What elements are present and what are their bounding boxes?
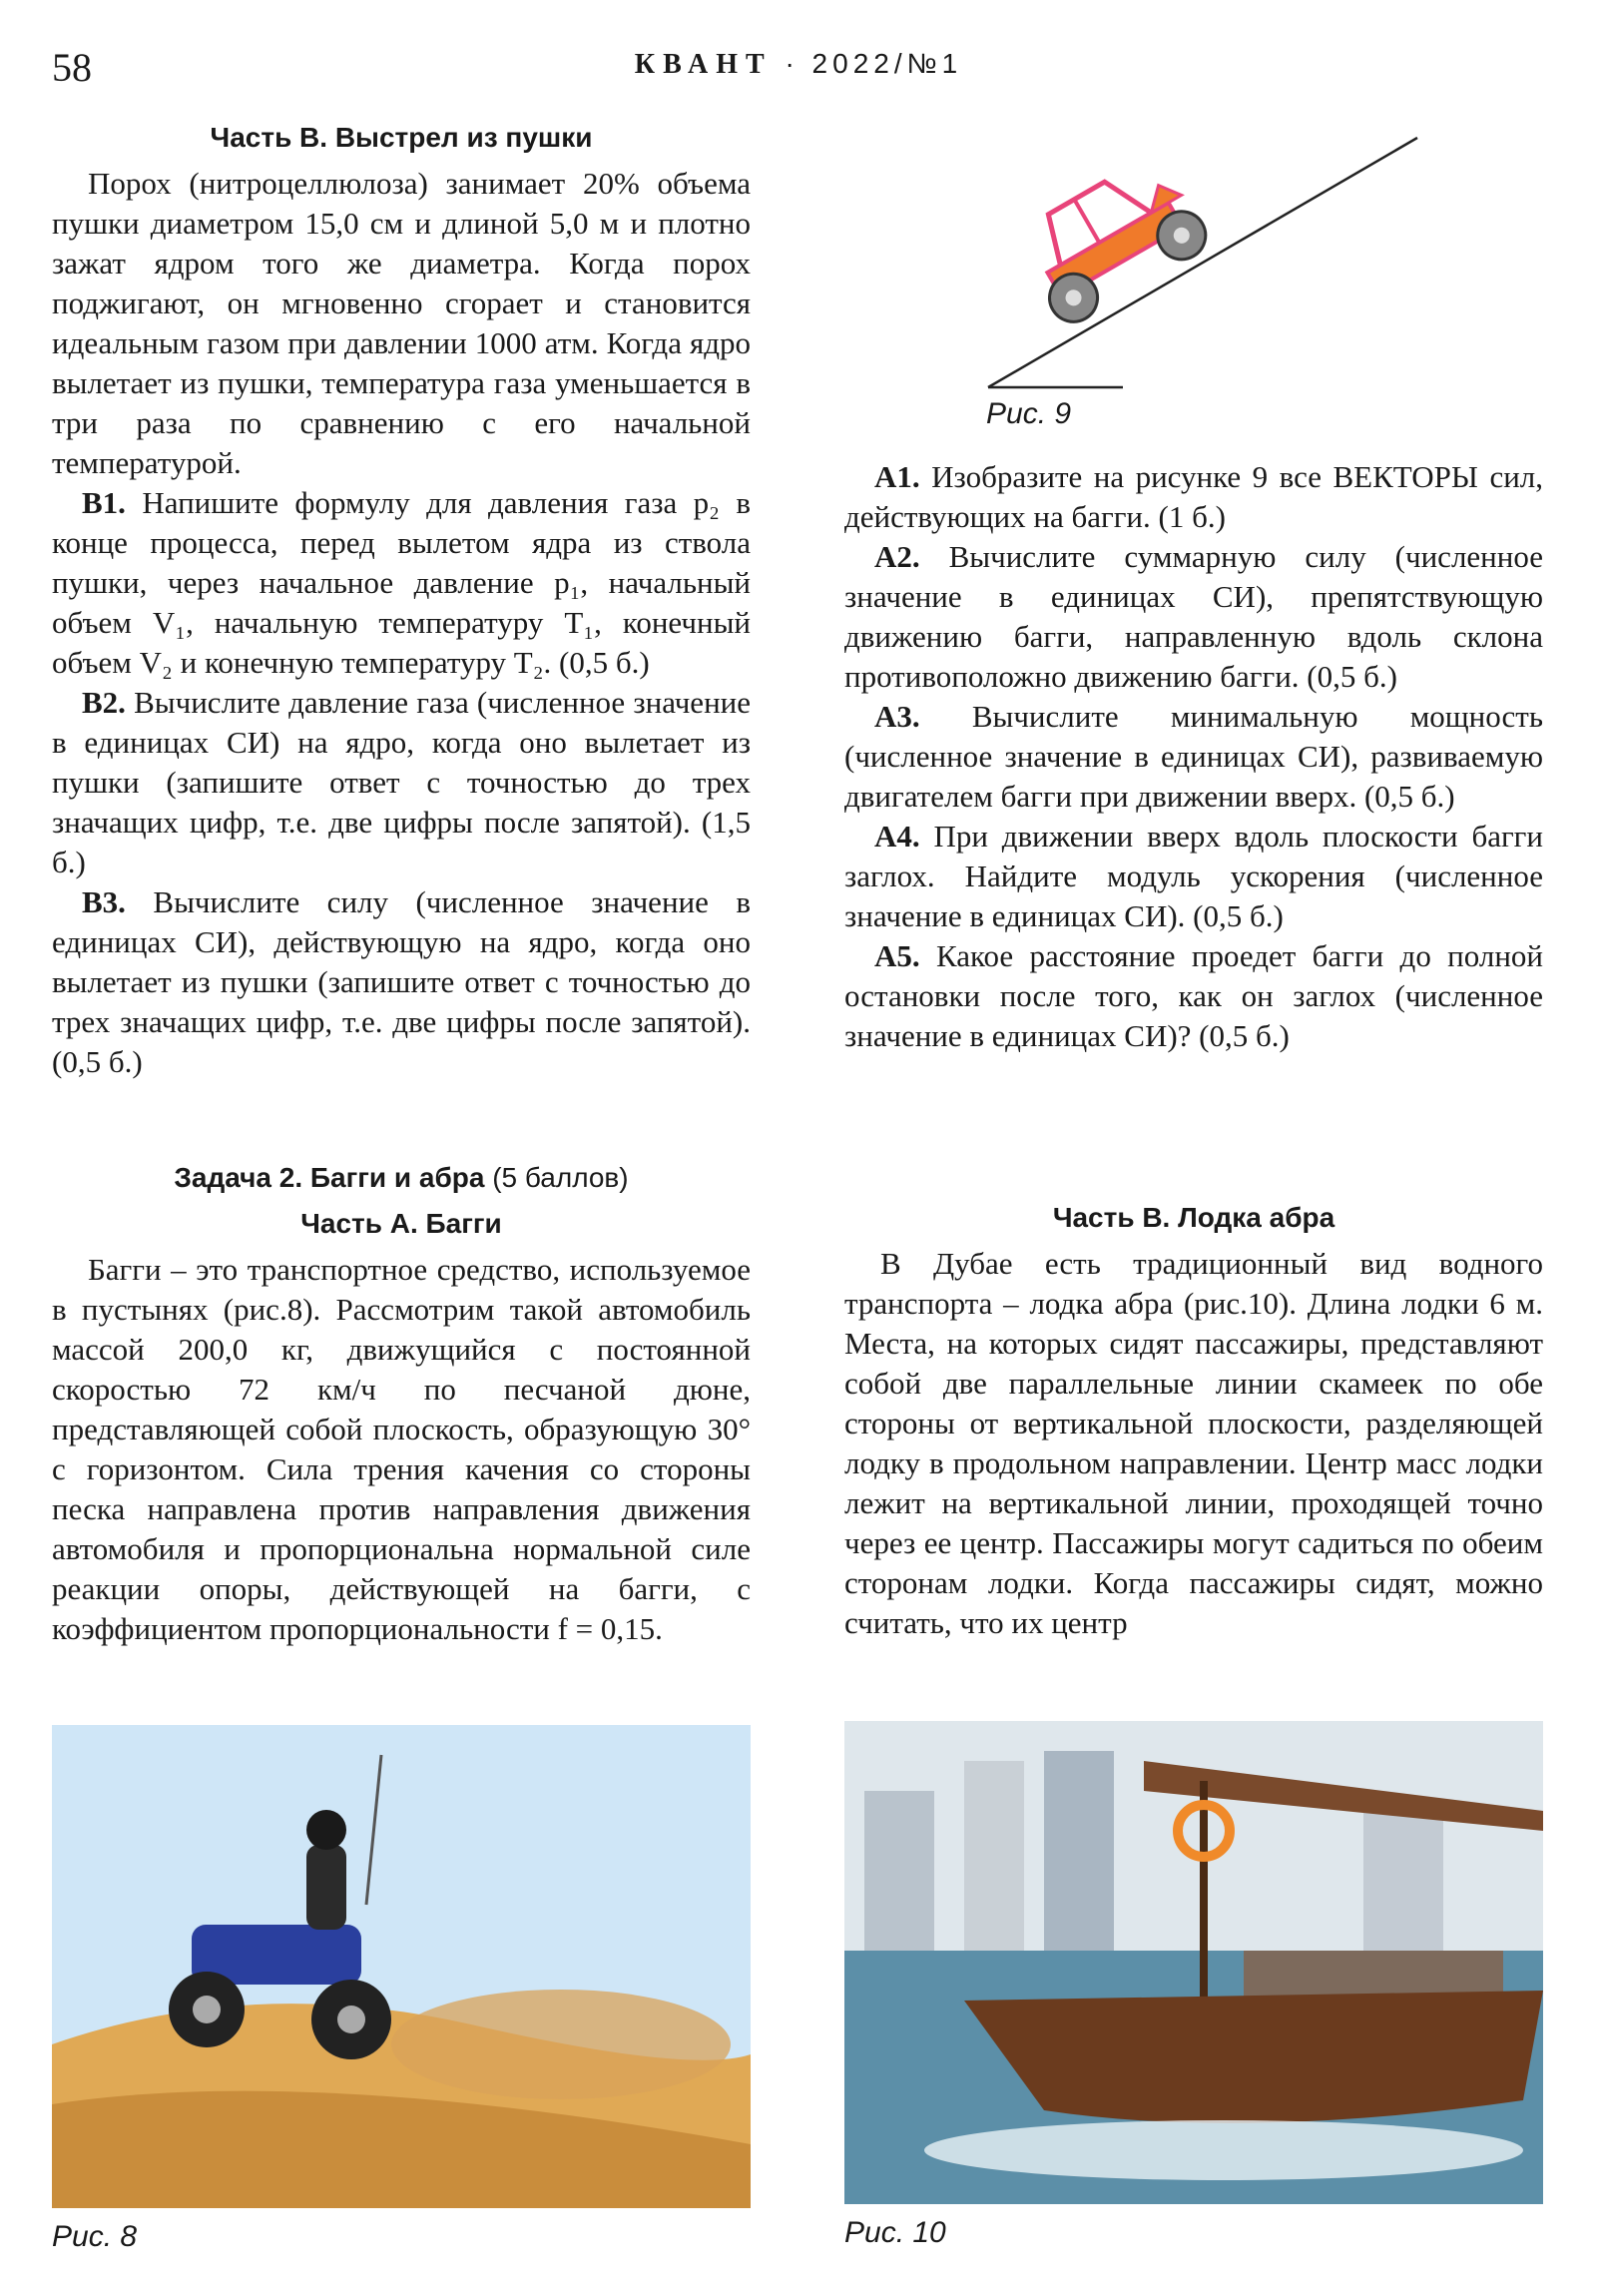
question-b3-text: Вычислите силу (численное значение в единицах СИ), действующую на ядро, когда оно вылетает из пушки (запишите ответ с точностью до трех значащих цифр, т.е. две цифры после запятой). (0,5 б.) — [52, 884, 751, 1079]
photo10-building-4 — [1363, 1811, 1443, 1951]
question-a3 — [844, 697, 1543, 817]
photo8-sand-spray — [391, 1990, 731, 2099]
question-b2-text: Вычислите давление газа (численное значение в единицах СИ) на ядро, когда оно вылетает из пушки (запишите ответ с точностью до трех значащих цифр, т.е. две цифры после запятой). (1,5 б.) — [52, 685, 752, 879]
boat-wake — [924, 2120, 1523, 2180]
cannon-section-title: Часть В. Выстрел из пушки — [210, 122, 593, 153]
question-a1 — [844, 457, 1543, 537]
cannon-intro: Порох (нитроцеллюлоза) занимает 20% объема пушки диаметром 15,0 см и длиной 5,0 м и плотно зажат ядром того же диаметра. Когда порох поджигают, он мгновенно сгорает и становится идеальным газом при давлении 1000 атм. Когда ядро вылетает из пушки, температура газа уменьшается в три раза по сравнению с его начальной температурой. — [52, 166, 751, 480]
question-b1-text: Напишите формулу для давления газа p₂ в конце процесса, перед вылетом ядра из ствола пушки, через начальное давление p₁, начальный объем V₁, начальную температуру T₁, конечный объем V₂ и конечную температуру T₂. (0,5 б.) — [52, 485, 751, 680]
question-a2 — [844, 537, 1543, 697]
question-b1-label: В1. — [82, 485, 126, 520]
figure-10-caption: Рис. 10 — [844, 2216, 946, 2249]
buggy-intro: Багги – это транспортное средство, используемое в пустынях (рис.8). Рассмотрим такой автомобиль массой 200,0 кг, движущийся с постоянной скоростью 72 км/ч по песчаной дюне, представляющей собой плоскость, образующую 30° с горизонтом. Сила трения качения со стороны песка направлена против направления движения автомобиля и пропорциональна нормальной силе реакции опоры, действующей на багги, с коэффициентом пропорциональности f = 0,15. — [52, 1252, 751, 1646]
abra-boat-photo — [844, 1721, 1543, 2204]
page-number: 58 — [52, 45, 92, 90]
question-b2-label: В2. — [82, 685, 126, 720]
task2-points: (5 баллов) — [492, 1162, 629, 1193]
question-b2 — [52, 683, 751, 882]
left-column-top — [52, 118, 751, 1082]
question-a2-text: Вычислите суммарную силу (численное значение в единицах СИ), препятствующую движению багги, направленную вдоль склона противоположно движению багги. (0,5 б.) — [844, 539, 1543, 694]
rider-helmet — [306, 1810, 346, 1850]
left-column-bottom — [52, 1158, 751, 1649]
question-b3 — [52, 882, 751, 1082]
running-header — [0, 48, 1597, 81]
buggy-cage-strut — [1074, 200, 1099, 243]
question-a4-label: А4. — [874, 819, 920, 854]
header-separator: · — [785, 48, 812, 79]
abra-intro: В Дубае есть традиционный вид водного транспорта – лодка абра (рис.10). Длина лодки 6 м. Места, на которых сидят пассажиры, представляют собой две параллельные линии скамеек по обе стороны от вертикальной плоскости, разделяющей лодку в продольном направлении. Центр масс лодки лежит на вертикальной линии, проходящей точно через ее центр. Пассажиры могут садиться по обеим сторонам лодки. Когда пассажиры сидят, можно считать, что их центр — [844, 1246, 1543, 1640]
question-a2-label: А2. — [874, 539, 920, 574]
question-a4-text: При движении вверх вдоль плоскости багги заглох. Найдите модуль ускорения (численное значение в единицах СИ). (0,5 б.) — [844, 819, 1543, 933]
buggy-drawing — [1010, 150, 1214, 330]
right-column-bottom — [844, 1198, 1543, 1643]
question-a1-text: Изобразите на рисунке 9 все ВЕКТОРЫ сил, действующих на багги. (1 б.) — [844, 459, 1544, 534]
figure-8-caption: Рис. 8 — [52, 2220, 138, 2253]
magazine-title: КВАНТ — [634, 49, 773, 80]
question-a1-label: А1. — [874, 459, 920, 494]
question-b3-label: В3. — [82, 884, 126, 919]
task2-title — [52, 1158, 751, 1198]
quad-hub-rear — [337, 2006, 365, 2033]
question-a3-label: А3. — [874, 699, 920, 734]
right-column-top — [844, 457, 1543, 1056]
buggy-section-title: Часть А. Багги — [300, 1208, 502, 1239]
question-a5-text: Какое расстояние проедет багги до полной остановки после того, как он заглох (численное значение в единицах СИ)? (0,5 б.) — [844, 938, 1543, 1053]
rider-body — [306, 1845, 346, 1930]
question-a5-label: А5. — [874, 938, 920, 973]
question-a5 — [844, 936, 1543, 1056]
question-a3-text: Вычислите минимальную мощность (численное значение в единицах СИ), развиваемую двигателем багги при движении вверх. (0,5 б.) — [844, 699, 1543, 814]
boat-hull — [964, 1991, 1543, 2123]
photo10-building-3 — [1044, 1751, 1114, 1951]
quad-hub-front — [193, 1996, 221, 2023]
abra-section-title: Часть В. Лодка абра — [1052, 1202, 1335, 1233]
question-a4 — [844, 817, 1543, 936]
buggy-incline-figure — [958, 118, 1427, 417]
figure-9-caption: Рис. 9 — [986, 397, 1072, 430]
task2-title-text: Задача 2. Багги и абра — [174, 1162, 485, 1193]
photo10-building-1 — [864, 1791, 934, 1951]
issue-number: 2022/№1 — [811, 48, 963, 79]
question-b1 — [52, 483, 751, 683]
incline-slope-line — [988, 138, 1417, 387]
quad-bike-photo — [52, 1725, 751, 2208]
photo10-building-2 — [964, 1761, 1024, 1951]
